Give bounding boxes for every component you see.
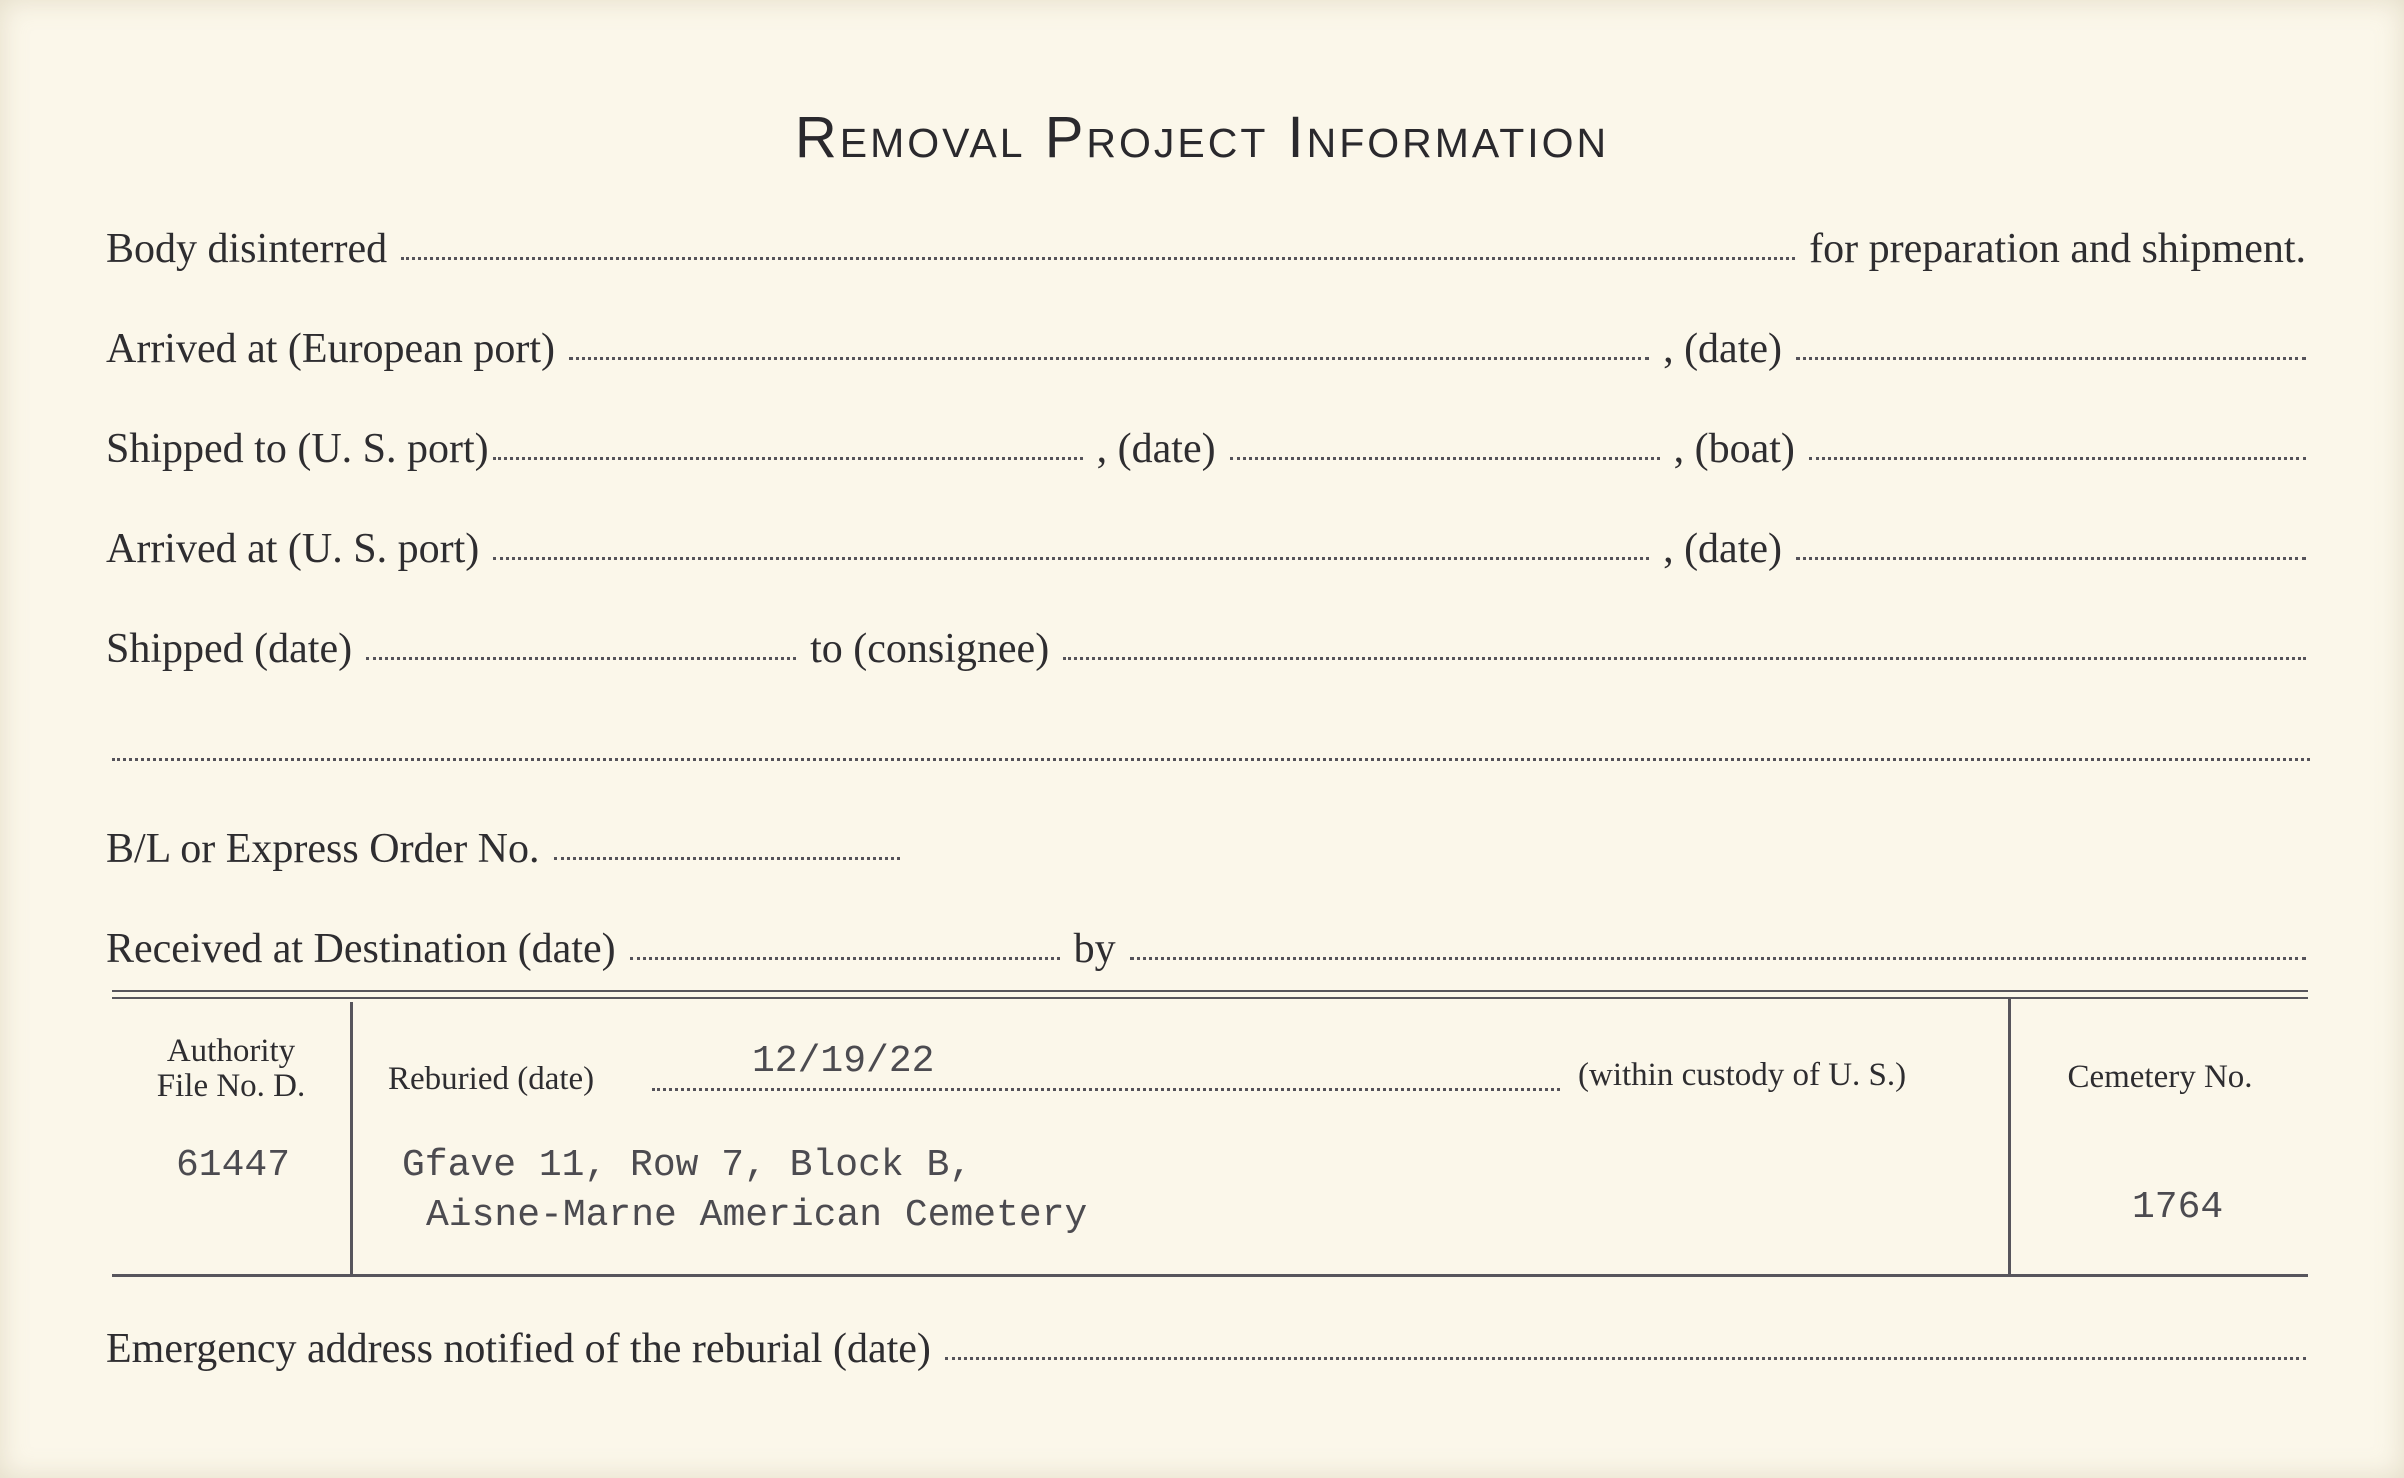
reburied-date-label: Reburied (date) [388, 1061, 595, 1097]
bl-express-order-label: B/L or Express Order No. [106, 825, 540, 872]
shipped-us-boat-field [1809, 457, 2306, 460]
shipped-us-date-field [1230, 457, 1660, 460]
arrived-us-date-field [1796, 557, 2306, 560]
reburied-date-field [652, 1088, 1560, 1091]
body-disinterred-field [401, 257, 1795, 260]
shipped-us-date-label: , (date) [1096, 425, 1216, 472]
row-body-disinterred [106, 212, 2306, 272]
reburied-date-value: 12/19/22 [752, 1040, 935, 1083]
arrived-us-port-field [493, 557, 1649, 560]
cemetery-number-label: Cemetery No. [2067, 1059, 2253, 1095]
grave-location-line-2: Aisne-Marne American Cemetery [426, 1194, 1088, 1237]
european-port-field [569, 357, 1649, 360]
grave-location-line-1: Gfave 11, Row 7, Block B, [402, 1144, 973, 1187]
card-title: Removal Project Information [794, 105, 1610, 170]
received-by-label: by [1073, 925, 1116, 972]
shipped-date-label: Shipped (date) [106, 625, 353, 672]
arrived-european-date-field [1796, 357, 2306, 360]
emergency-address-label: Emergency address notified of the reburial (date) [106, 1325, 931, 1372]
reburial-box-top-rule [112, 990, 2308, 999]
row-arrived-european-port [106, 312, 2306, 372]
row-bl-express-order [106, 812, 2306, 872]
row-received-destination [106, 912, 2306, 972]
arrived-european-port-label: Arrived at (European port) [106, 325, 555, 372]
consignee-field [1063, 657, 2306, 660]
body-disinterred-label: Body disinterred [106, 225, 388, 272]
emergency-address-date-field [945, 1357, 2306, 1360]
reburial-box-bottom-rule [112, 1274, 2308, 1277]
arrived-european-date-label: , (date) [1663, 325, 1782, 372]
shipped-date-field [366, 657, 796, 660]
received-destination-date-field [630, 957, 1060, 960]
cemetery-column-divider [2008, 998, 2011, 1274]
custody-note: (within custody of U. S.) [1578, 1057, 1907, 1093]
shipped-us-boat-label: , (boat) [1673, 425, 1795, 472]
authority-label-line-2: File No. D. [156, 1067, 306, 1104]
authority-file-number: 61447 [176, 1144, 291, 1187]
cemetery-number-value: 1764 [2132, 1186, 2224, 1229]
preparation-shipment-label: for preparation and shipment. [1809, 225, 2306, 272]
shipped-us-port-field [493, 457, 1083, 460]
consignee-continuation-line [112, 758, 2310, 761]
authority-column-divider [350, 1002, 353, 1274]
shipped-us-port-label: Shipped to (U. S. port) [106, 425, 489, 472]
consignee-label: to (consignee) [810, 625, 1050, 672]
arrived-us-port-label: Arrived at (U. S. port) [106, 525, 480, 572]
authority-label-line-1: Authority [166, 1033, 296, 1069]
bl-express-order-field [554, 857, 900, 860]
row-shipped-us-port [106, 412, 2306, 472]
received-destination-label: Received at Destination (date) [106, 925, 616, 972]
received-by-field [1130, 957, 2306, 960]
arrived-us-date-label: , (date) [1663, 525, 1782, 572]
authority-file-label [112, 1034, 350, 1103]
row-shipped-consignee [106, 612, 2306, 672]
row-emergency-address [106, 1312, 2306, 1372]
row-arrived-us-port [106, 512, 2306, 572]
